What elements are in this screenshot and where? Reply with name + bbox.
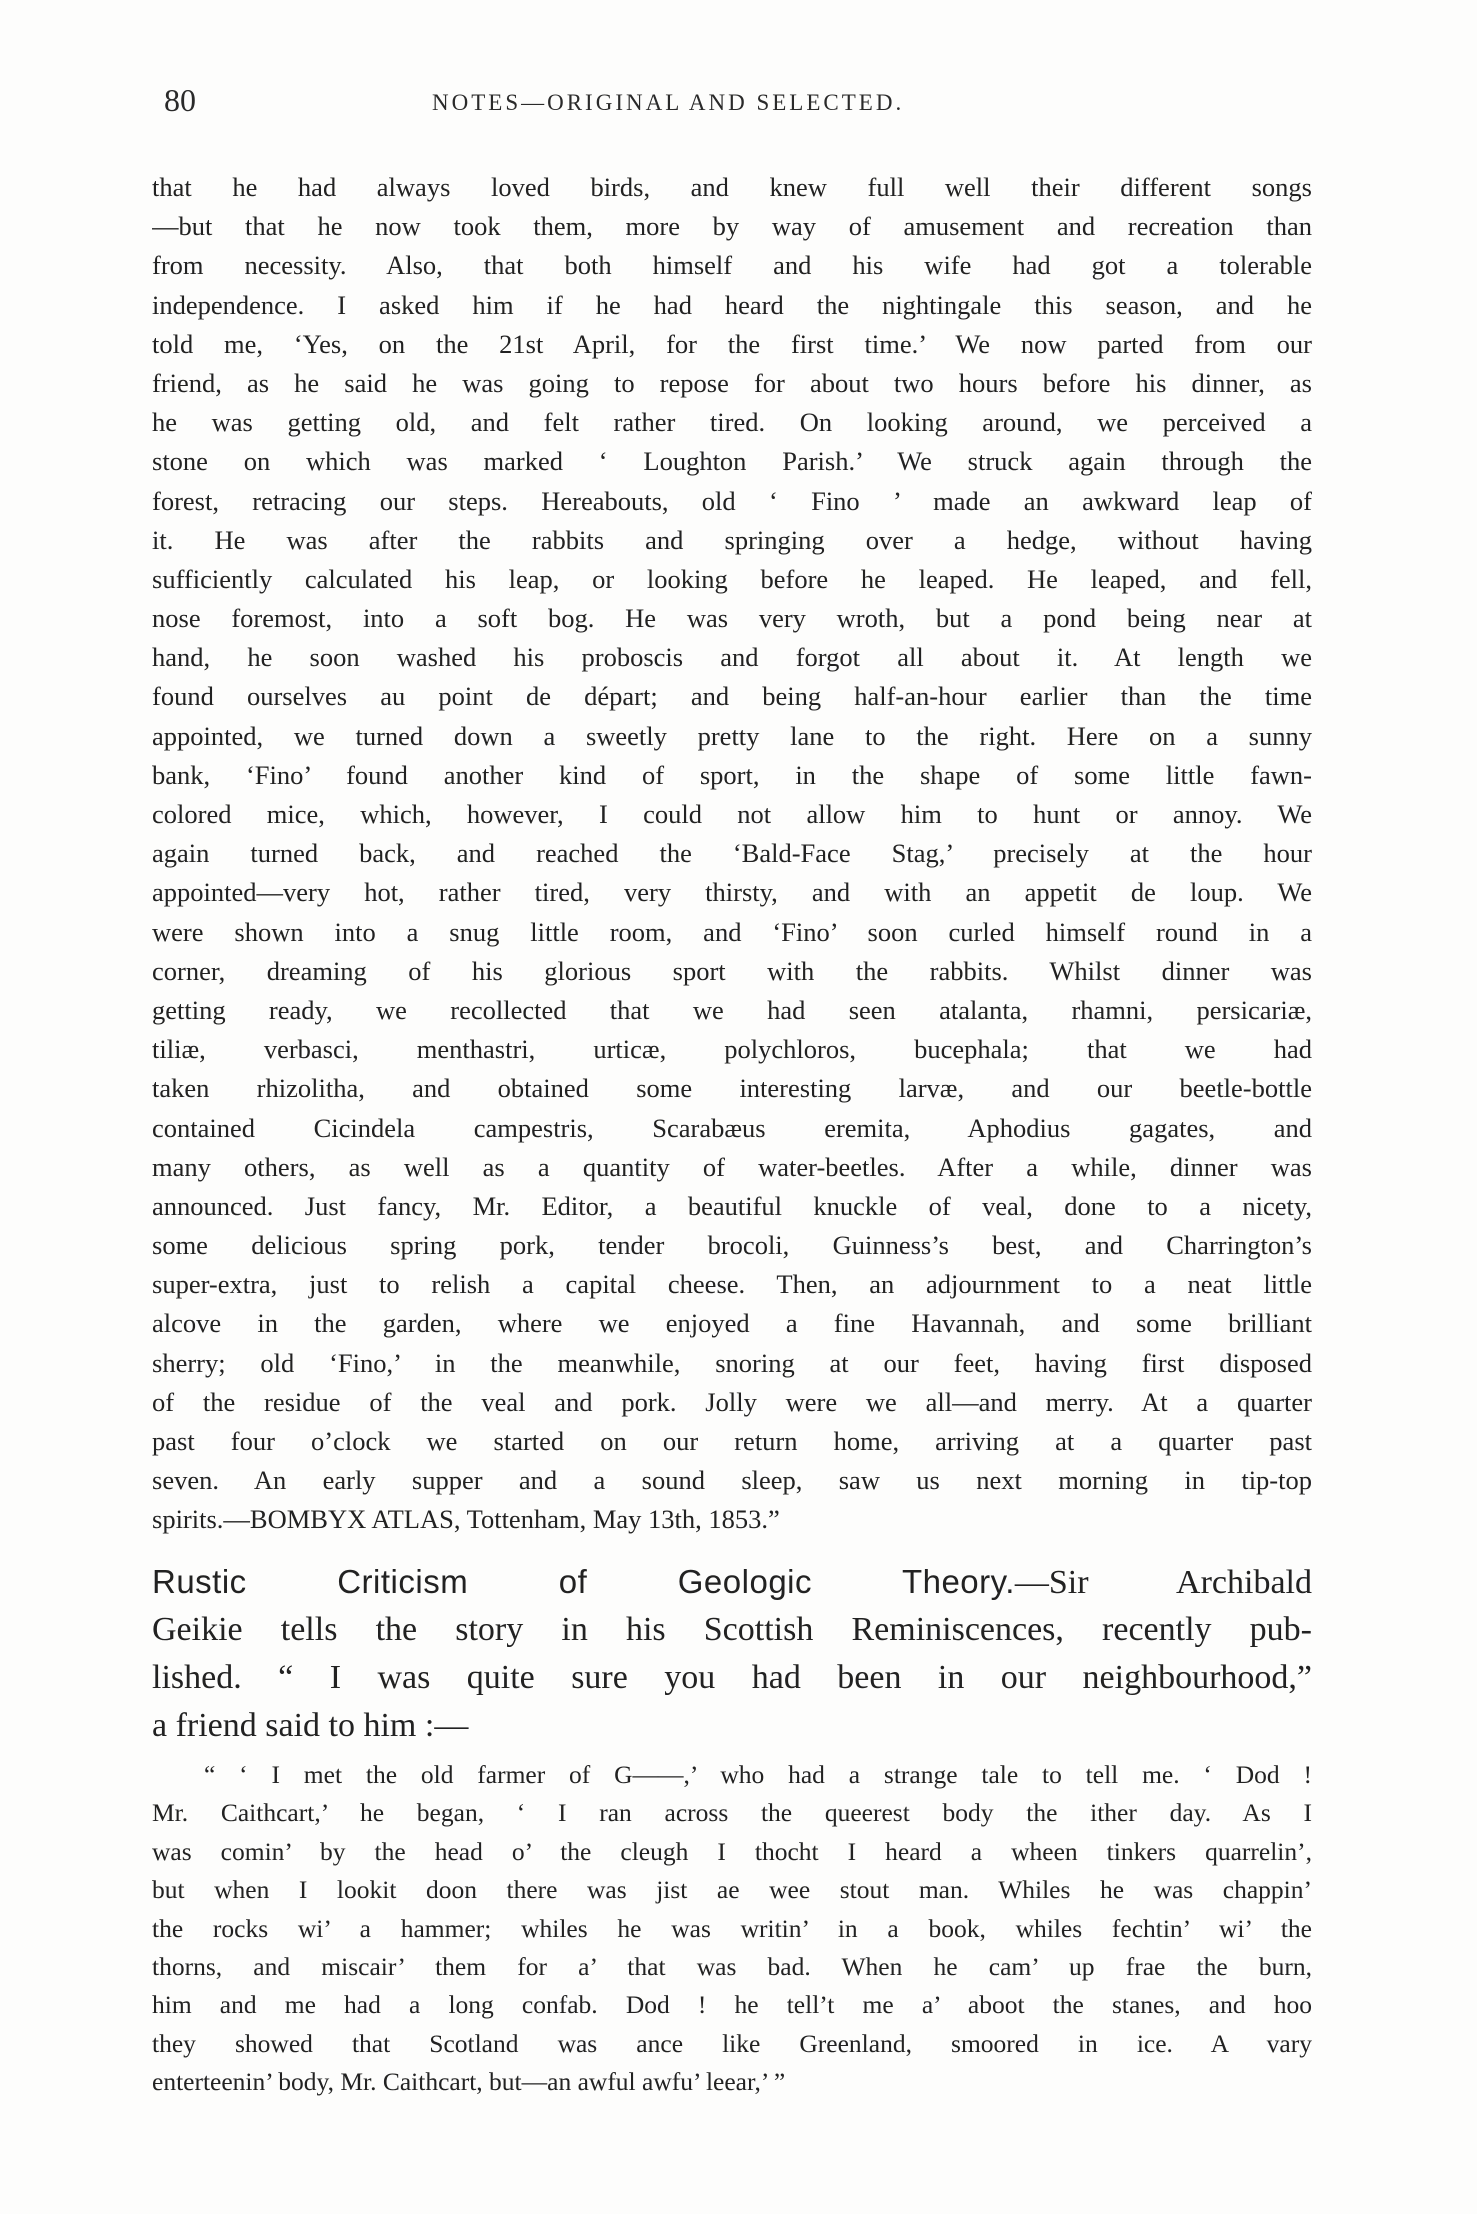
quote-line: “ ‘ I met the old farmer of G——,’ who had a strange tale to tell me. ‘ Dod ! [204,1760,1312,1789]
body-line: colored mice, which, however, I could not allow him to hunt or annoy. We [152,799,1312,829]
body-line: bank, ‘Fino’ found another kind of sport, in the shape of some little fawn- [152,759,1312,790]
body-line: alcove in the garden, where we enjoyed a fine Havannah, and some brilliant [152,1308,1312,1339]
body-line: hand, he soon washed his proboscis and forgot all about it. At length we [152,642,1312,673]
article-rustic-criticism [152,1558,1312,1750]
body-line: seven. An early supper and a sound sleep, saw us next morning in tip-top [152,1465,1312,1496]
body-line: tiliæ, verbasci, menthastri, urticæ, polychloros, bucephala; that we had [152,1034,1312,1065]
body-line: told me, ‘Yes, on the 21st April, for the first time.’ We now parted from our [152,328,1312,359]
body-line: that he had always loved birds, and knew full well their different songs [152,172,1312,202]
quoted-passage [152,1756,1312,2102]
body-line: some delicious spring pork, tender brocoli, Guinness’s best, and Charrington’s [152,1230,1312,1261]
body-line: sherry; old ‘Fino,’ in the meanwhile, snoring at our feet, having first disposed [152,1347,1312,1378]
body-line: independence. I asked him if he had heard the nightingale this season, and he [152,289,1312,320]
quote-line: they showed that Scotland was ance like Greenland, smoored in ice. A vary [152,2028,1312,2058]
body-line: stone on which was marked ‘ Loughton Parish.’ We struck again through the [152,446,1312,477]
body-line: appointed—very hot, rather tired, very thirsty, and with an appetit de loup. We [152,877,1312,908]
quote-line: but when I lookit doon there was jist ae wee stout man. Whiles he was chappin’ [152,1875,1312,1905]
article-line: Geikie tells the story in his Scottish Reminiscences, recently pub- [152,1611,1312,1648]
body-line: —but that he now took them, more by way of amusement and recreation than [152,211,1312,242]
page-number: 80 [164,82,196,118]
body-line: again turned back, and reached the ‘Bald-Face Stag,’ precisely at the hour [152,838,1312,869]
body-line: getting ready, we recollected that we had seen atalanta, rhamni, persicariæ, [152,994,1312,1025]
body-line: contained Cicindela campestris, Scarabæus eremita, Aphodius gagates, and [152,1112,1312,1143]
quote-line: enterteenin’ body, Mr. Caithcart, but—an awful awfu’ leear,’ ” [152,2067,786,2097]
running-title: NOTES—ORIGINAL AND SELECTED. [432,90,905,115]
body-line: nose foremost, into a soft bog. He was very wroth, but a pond being near at [152,603,1312,634]
article-line: lished. “ I was quite sure you had been in our neighbourhood,” [152,1659,1312,1696]
body-line: appointed, we turned down a sweetly pretty lane to the right. Here on a sunny [152,720,1312,751]
article-heading: Rustic Criticism of Geologic Theory. [152,1563,1015,1600]
quote-line: the rocks wi’ a hammer; whiles he was writin’ in a book, whiles fechtin’ wi’ the [152,1913,1312,1943]
quote-line: him and me had a long confab. Dod ! he tell’t me a’ aboot the stanes, and hoo [152,1990,1312,2020]
body-line: were shown into a snug little room, and ‘Fino’ soon curled himself round in a [152,916,1312,947]
quote-line: Mr. Caithcart,’ he began, ‘ I ran across the queerest body the ither day. As I [152,1798,1312,1828]
body-line: forest, retracing our steps. Hereabouts, old ‘ Fino ’ made an awkward leap of [152,485,1312,516]
body-line: friend, as he said he was going to repose for about two hours before his dinner, as [152,367,1312,398]
body-line: he was getting old, and felt rather tired. On looking around, we perceived a [152,407,1312,438]
body-line-signature: spirits.—BOMBYX ATLAS, Tottenham, May 13th, 1853.” [152,1504,780,1535]
body-line: sufficiently calculated his leap, or looking before he leaped. He leaped, and fell, [152,563,1312,594]
body-line: found ourselves au point de départ; and being half-an-hour earlier than the time [152,681,1312,712]
body-line: from necessity. Also, that both himself and his wife had got a tolerable [152,250,1312,281]
article-lead: —Sir Archibald [1014,1564,1312,1601]
body-line: it. He was after the rabbits and springing over a hedge, without having [152,524,1312,555]
running-head [152,82,1312,122]
article-heading-line [152,1558,1312,1606]
body-line: taken rhizolitha, and obtained some interesting larvæ, and our beetle-bottle [152,1073,1312,1104]
body-line: announced. Just fancy, Mr. Editor, a beautiful knuckle of veal, done to a nicety, [152,1190,1312,1221]
body-line: many others, as well as a quantity of water-beetles. After a while, dinner was [152,1151,1312,1182]
body-line: past four o’clock we started on our return home, arriving at a quarter past [152,1426,1312,1456]
body-line: of the residue of the veal and pork. Jolly were we all—and merry. At a quarter [152,1386,1312,1417]
quote-line: was comin’ by the head o’ the cleugh I thocht I heard a wheen tinkers quarrelin’, [152,1836,1312,1866]
body-line: super-extra, just to relish a capital cheese. Then, an adjournment to a neat little [152,1269,1312,1300]
body-line: corner, dreaming of his glorious sport with the rabbits. Whilst dinner was [152,955,1312,986]
body-paragraph [152,168,1312,1540]
quote-line: thorns, and miscair’ them for a’ that was bad. When he cam’ up frae the burn, [152,1951,1312,1981]
article-line: a friend said to him :— [152,1707,469,1744]
